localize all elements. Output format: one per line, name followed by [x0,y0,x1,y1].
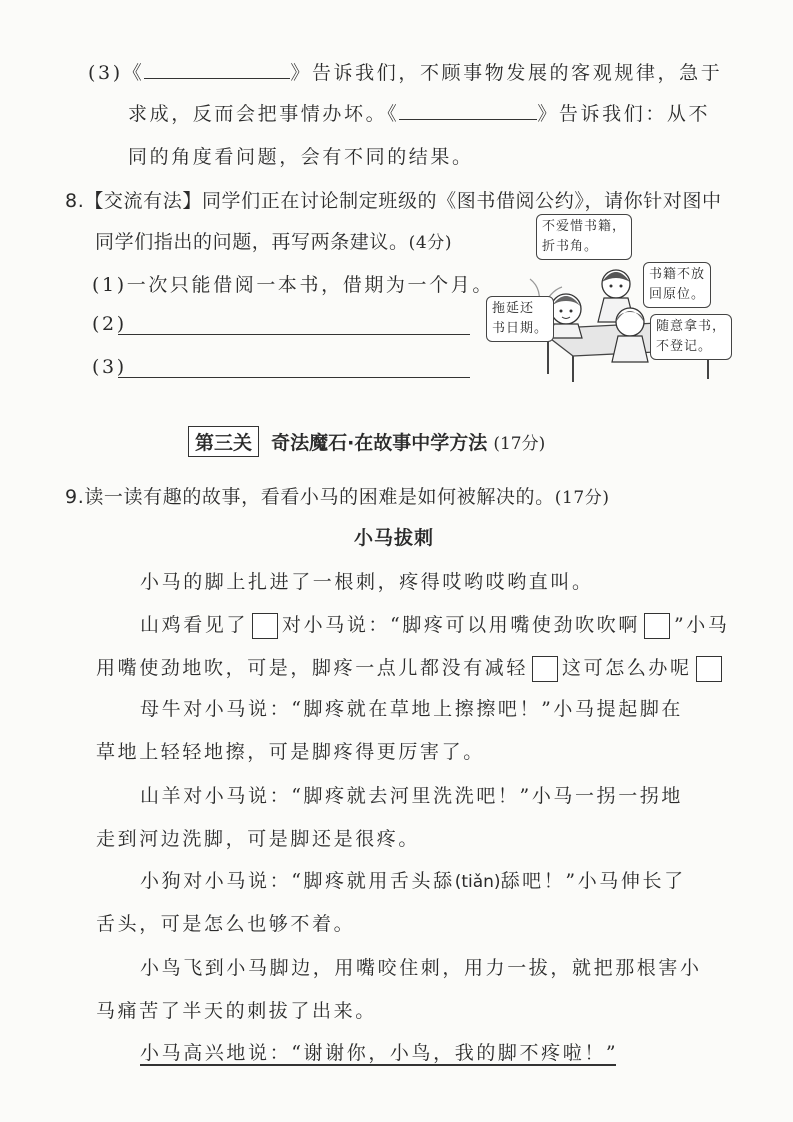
punctuation-box-2[interactable] [644,613,670,639]
story-p1: 小马的脚上扎进了一根刺，疼得哎哟哎哟直叫。 [140,571,594,593]
section-3-title: 奇法魔石·在故事中学方法 [271,432,488,454]
q8-answer-line-2[interactable] [118,334,470,335]
story-p4-line2: 走到河边洗脚，可是脚还是很疼。 [96,828,421,850]
section-3-tag: 第三关 [188,426,259,457]
q9-score: (17分) [554,488,610,508]
story-p3-line1: 母牛对小马说：“脚疼就在草地上擦擦吧！”小马提起脚在 [140,698,684,720]
q7-3-blank-2[interactable] [399,119,537,120]
story-p7: 小马高兴地说：“谢谢你，小鸟，我的脚不疼啦！” [140,1042,619,1064]
q9-prompt-line: 9.读一读有趣的故事，看看小马的困难是如何被解决的。(17分) [65,486,610,508]
q7-3-blank-1[interactable] [144,78,290,79]
story-p4-line1: 山羊对小马说：“脚疼就去河里洗洗吧！”小马一拐一拐地 [140,785,684,807]
q8-item-1: (1)一次只能借阅一本书，借期为一个月。 [92,274,494,296]
q7-3-line1: (3)《 》告诉我们，不顾事物发展的客观规律，急于 [88,62,723,84]
story-p6-line2: 马痛苦了半天的刺拔了出来。 [96,1000,377,1022]
q8-number: 8. [65,190,85,212]
punctuation-box-3[interactable] [532,656,558,682]
speech-bubble-1: 不爱惜书籍， 折书角。 [536,214,632,260]
story-p2-line2: 用嘴使劲地吹，可是，脚疼一点儿都没有减轻 这可怎么办呢 [96,653,726,682]
story-p7-underline [140,1064,616,1066]
speech-bubble-2: 书籍不放 回原位。 [643,262,711,308]
section-3-heading [188,426,545,457]
story-p3-line2: 草地上轻轻地擦，可是脚疼得更厉害了。 [96,741,485,763]
punctuation-box-4[interactable] [696,656,722,682]
q7-3-line3: 同的角度看问题，会有不同的结果。 [128,146,474,168]
story-p6-line1: 小鸟飞到小马脚边，用嘴咬住刺，用力一拔，就把那根害小 [140,957,702,979]
q9-number: 9. [65,486,85,508]
story-p5-line1: 小狗对小马说：“脚疼就用舌头舔(tiǎn)舔吧！”小马伸长了 [140,870,686,892]
story-p5-line2: 舌头，可是怎么也够不着。 [96,913,356,935]
pinyin-tian: (tiǎn) [454,872,501,892]
story-p2-line1: 山鸡看见了 对小马说：“脚疼可以用嘴使劲吹吹啊 ”小马 [140,610,729,639]
story-title: 小马拔刺 [354,527,435,549]
q7-3-line2: 求成，反而会把事情办坏。《 》告诉我们：从不 [128,103,711,125]
q8-line1: 8.【交流有法】同学们正在讨论制定班级的《图书借阅公约》，请你针对图中 [65,190,722,212]
q8-answer-line-3[interactable] [118,377,470,378]
q8-tag: 【交流有法】 [84,190,202,212]
q8-line2: 同学们指出的问题，再写两条建议。(4分) [95,231,453,253]
q8-score: (4分) [408,233,453,253]
q8-item-2-number: (2) [92,313,127,335]
speech-bubble-4: 随意拿书， 不登记。 [650,314,732,360]
punctuation-box-1[interactable] [252,613,278,639]
section-3-score: (17分) [493,434,546,454]
speech-bubble-3: 拖延还 书日期。 [486,296,554,342]
q8-item-3-number: (3) [92,356,127,378]
q7-3-number: (3) [88,62,123,84]
